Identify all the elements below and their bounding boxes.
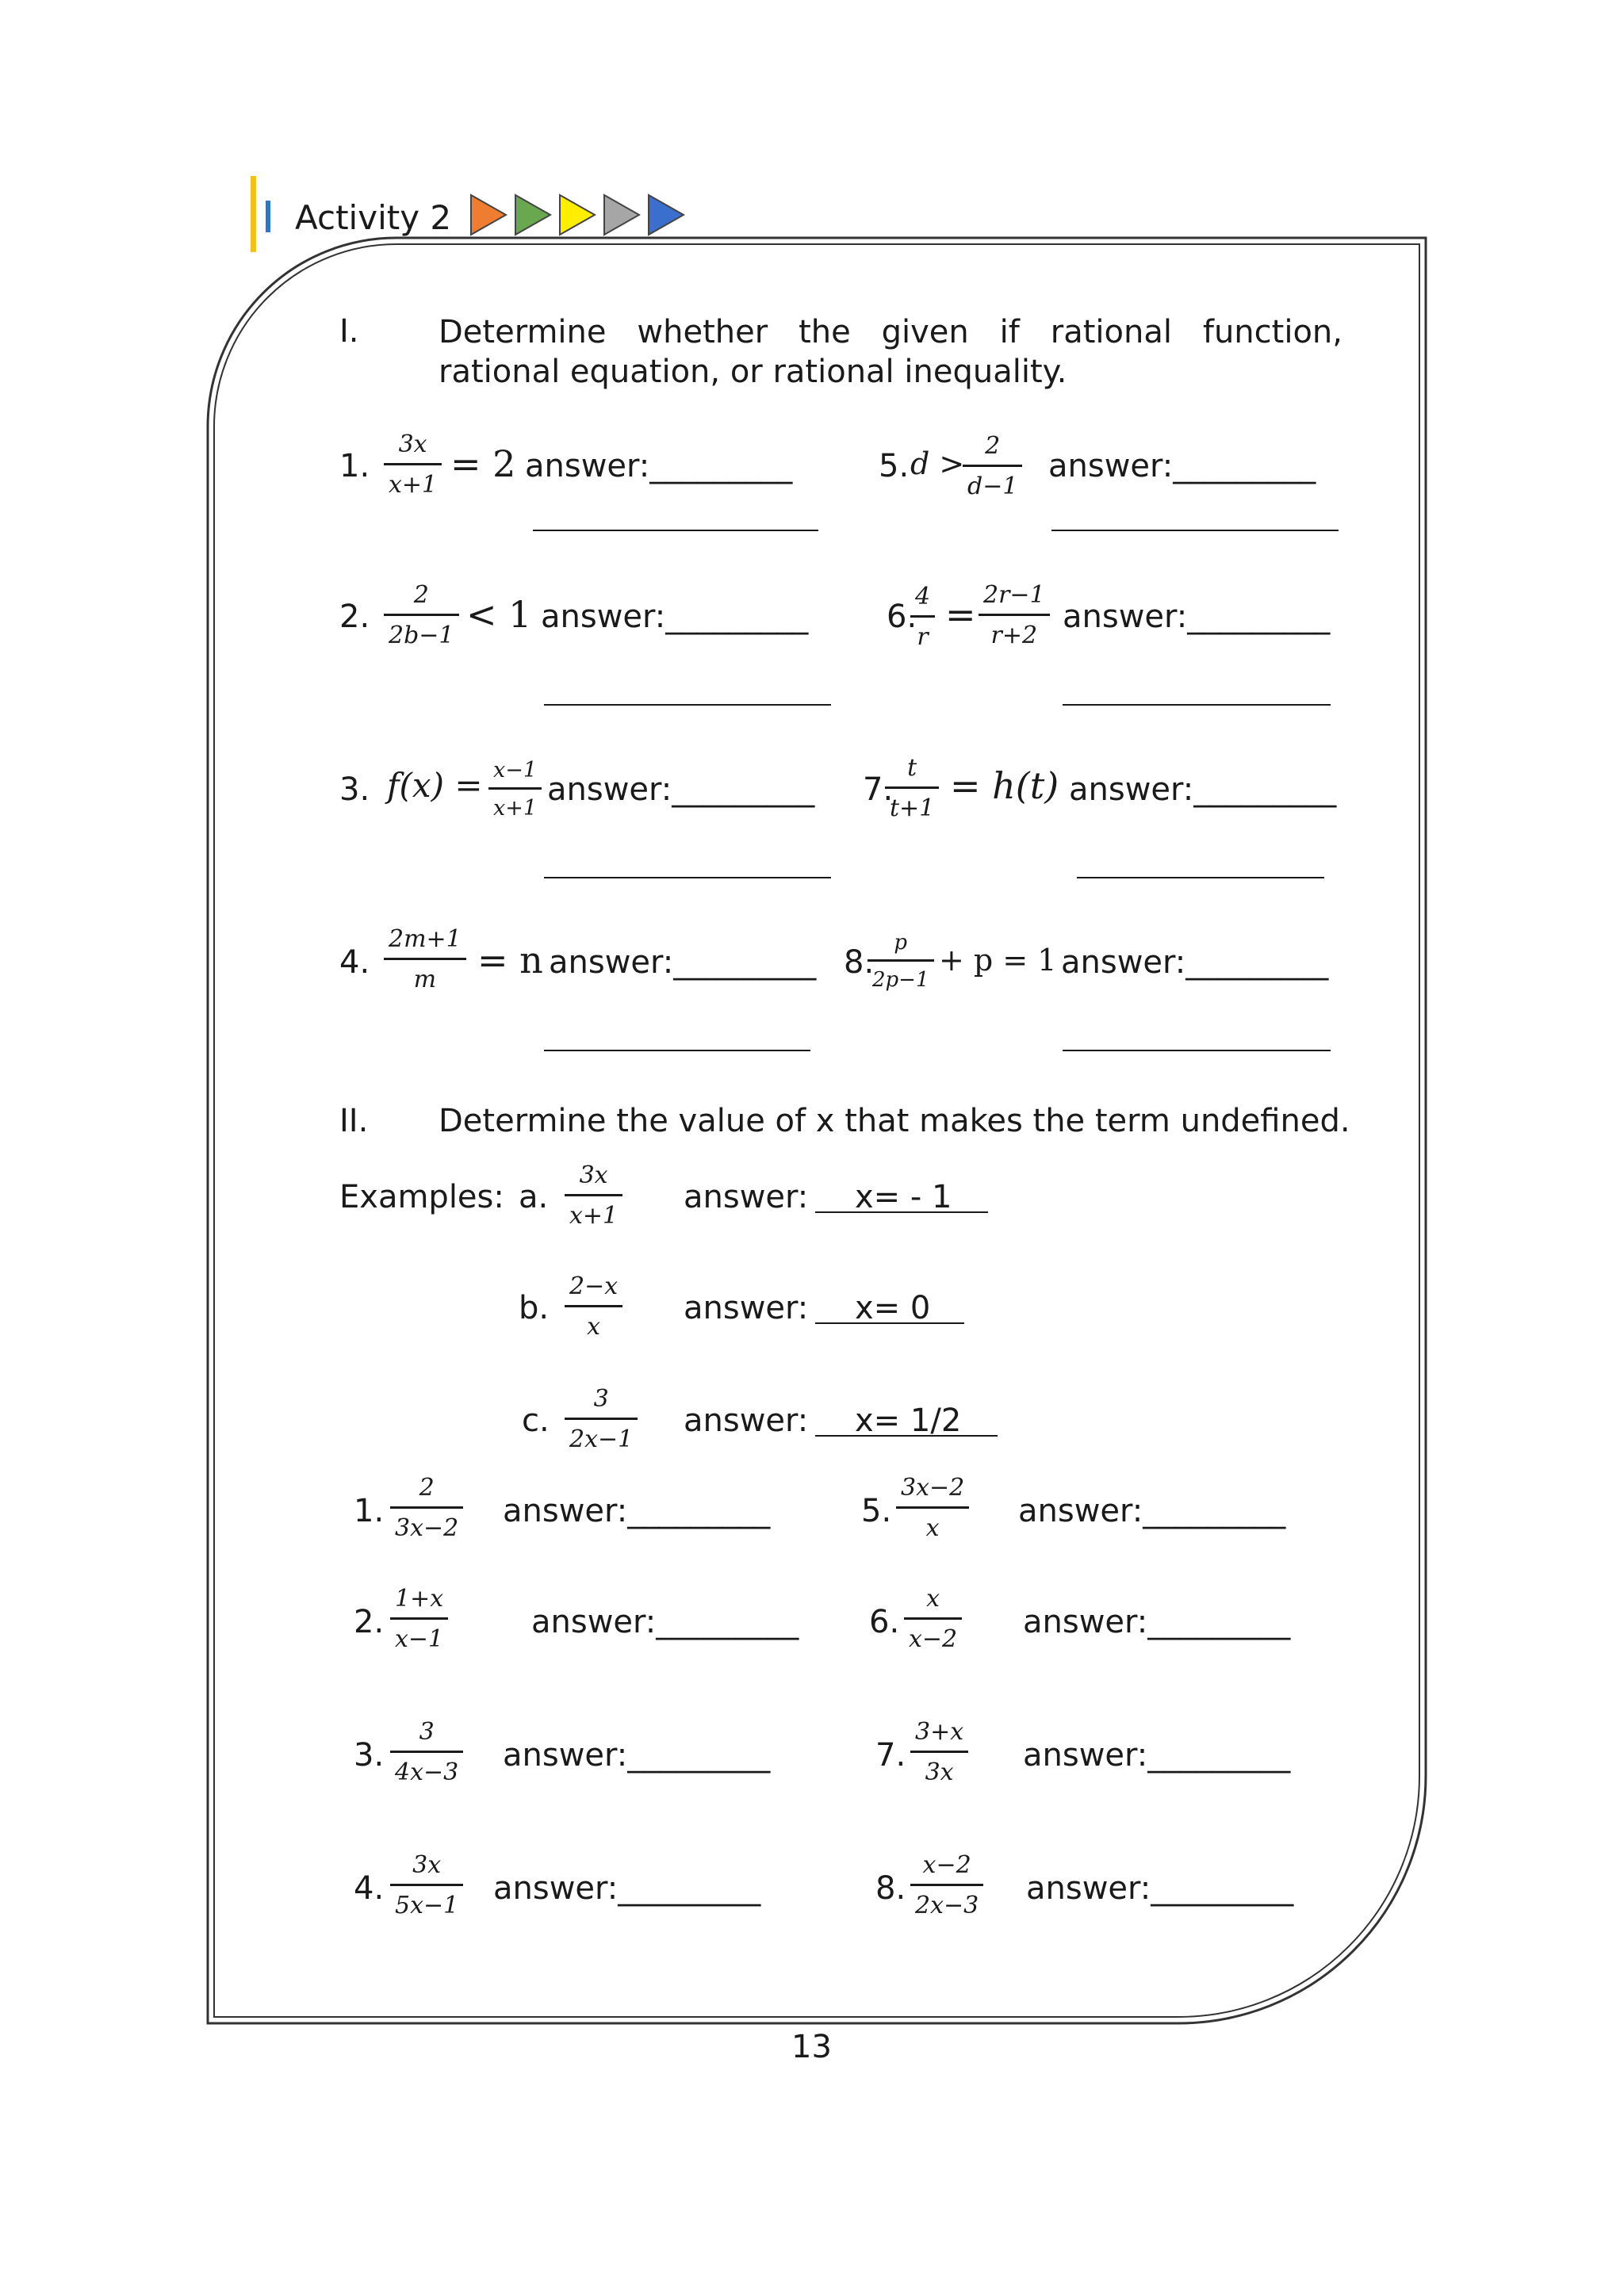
example-letter: c. xyxy=(522,1402,550,1439)
p1-fraction: 2 d−1 xyxy=(963,434,1022,499)
p2-fraction: 3 4x−3 xyxy=(390,1720,463,1785)
example-fraction: 2−x x xyxy=(565,1275,622,1339)
p1-rhs: + p = 1 xyxy=(939,943,1057,978)
p1-answer-line[interactable] xyxy=(544,1050,810,1051)
p2-answer-blank[interactable]: answer:_________ xyxy=(493,1870,761,1907)
p1-item-number: 5. xyxy=(879,448,910,484)
p1-answer-line[interactable] xyxy=(544,704,831,706)
p2-item-number: 3. xyxy=(354,1737,385,1774)
p1-item-number: 4. xyxy=(339,944,370,981)
p1-lhs: d > xyxy=(910,446,965,481)
p2-fraction: 1+x x−1 xyxy=(390,1587,448,1651)
p2-fraction: 3+x 3x xyxy=(910,1720,968,1785)
example-letter: a. xyxy=(519,1179,549,1215)
p1-lhs: f(x) = xyxy=(387,766,483,805)
p1-answer-line[interactable] xyxy=(1063,1050,1331,1051)
p1-rhs: < 1 xyxy=(466,593,532,636)
p2-answer-blank[interactable]: answer:_________ xyxy=(1018,1493,1286,1529)
example-answer-line xyxy=(815,1322,964,1324)
p2-answer-blank[interactable]: answer:_________ xyxy=(531,1604,799,1640)
p1-answer-blank[interactable]: answer:_________ xyxy=(541,599,809,635)
p2-fraction: 2 3x−2 xyxy=(390,1476,463,1540)
p1-rhs: = n xyxy=(477,939,543,982)
p2-answer-blank[interactable]: answer:_________ xyxy=(1023,1604,1291,1640)
p2-item-number: 1. xyxy=(354,1493,385,1529)
p1-fraction: t t+1 xyxy=(885,756,939,821)
part1-instruction: Determine whether the given if rational function, rational equation, or rational inequality. xyxy=(439,314,1342,390)
example-answer-value: x= 0 xyxy=(855,1290,931,1326)
p2-fraction: x−2 2x−3 xyxy=(910,1854,983,1918)
p2-item-number: 6. xyxy=(869,1604,900,1640)
p1-fraction: x−1 x+1 xyxy=(488,760,542,819)
page-number: 13 xyxy=(791,2029,832,2065)
p1-answer-line[interactable] xyxy=(544,877,831,878)
part1-numeral: I. xyxy=(339,313,359,350)
p1-answer-blank[interactable]: answer:_________ xyxy=(547,771,815,808)
examples-label: Examples: xyxy=(339,1179,504,1215)
part2-instruction: Determine the value of x that makes the term undefined. xyxy=(439,1103,1350,1139)
p1-item-number: 1. xyxy=(339,448,370,484)
example-answer-line xyxy=(815,1211,988,1213)
p1-fraction: 3x x+1 xyxy=(384,433,442,497)
p1-answer-blank[interactable]: answer:_________ xyxy=(549,944,817,981)
p2-fraction: x x−2 xyxy=(904,1587,962,1651)
p1-answer-blank[interactable]: answer:_________ xyxy=(1061,944,1329,981)
p1-item-number: 8. xyxy=(844,944,875,981)
p2-item-number: 5. xyxy=(861,1493,892,1529)
p2-answer-blank[interactable]: answer:_________ xyxy=(1026,1870,1294,1907)
p1-rhs: = 2 xyxy=(450,442,516,485)
p1-item-number: 2. xyxy=(339,599,370,635)
p1-fraction: 2 2b−1 xyxy=(384,584,459,648)
p2-item-number: 4. xyxy=(354,1870,385,1907)
p1-fraction: p 2p−1 xyxy=(868,932,934,990)
p1-answer-line[interactable] xyxy=(533,530,818,531)
p1-answer-blank[interactable]: answer:_________ xyxy=(1048,448,1316,484)
example-answer-label: answer: xyxy=(684,1402,809,1439)
example-letter: b. xyxy=(519,1290,550,1326)
example-answer-label: answer: xyxy=(684,1290,809,1326)
p1-item-number: 6. xyxy=(887,599,917,635)
p1-answer-line[interactable] xyxy=(1077,877,1324,878)
p1-fraction-2: 2r−1 r+2 xyxy=(979,584,1050,648)
p1-item-number: 7. xyxy=(863,771,894,808)
example-answer-value: x= - 1 xyxy=(855,1179,952,1215)
p1-rhs: = h(t) xyxy=(950,764,1059,807)
p2-item-number: 8. xyxy=(875,1870,906,1907)
activity-title: Activity 2 xyxy=(295,198,452,237)
p1-item-number: 3. xyxy=(339,771,370,808)
part2-numeral: II. xyxy=(339,1103,369,1139)
p2-fraction: 3x−2 x xyxy=(896,1476,969,1540)
p1-mid: = xyxy=(945,593,976,636)
p2-fraction: 3x 5x−1 xyxy=(390,1854,463,1918)
example-answer-label: answer: xyxy=(684,1179,809,1215)
p1-answer-line[interactable] xyxy=(1063,704,1331,706)
p1-answer-line[interactable] xyxy=(1051,530,1339,531)
p1-fraction: 4 r xyxy=(910,585,935,649)
p2-answer-blank[interactable]: answer:_________ xyxy=(1023,1737,1291,1774)
p1-answer-blank[interactable]: answer:_________ xyxy=(1063,599,1331,635)
p2-answer-blank[interactable]: answer:_________ xyxy=(503,1493,771,1529)
p1-fraction: 2m+1 m xyxy=(384,928,466,992)
p1-answer-blank[interactable]: answer:_________ xyxy=(525,448,793,484)
example-answer-value: x= 1/2 xyxy=(855,1402,962,1439)
p2-answer-blank[interactable]: answer:_________ xyxy=(503,1737,771,1774)
example-fraction: 3 2x−1 xyxy=(565,1387,638,1452)
example-answer-line xyxy=(815,1435,998,1437)
p1-answer-blank[interactable]: answer:_________ xyxy=(1069,771,1337,808)
p2-item-number: 2. xyxy=(354,1604,385,1640)
p2-item-number: 7. xyxy=(875,1737,906,1774)
example-fraction: 3x x+1 xyxy=(565,1164,622,1228)
